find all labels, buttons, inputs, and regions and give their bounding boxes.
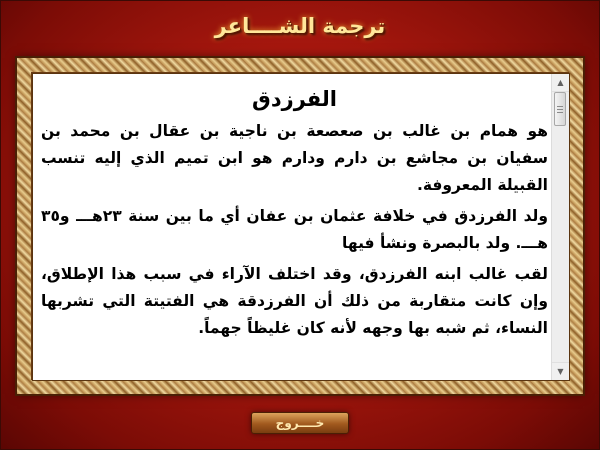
exit-button[interactable]: خــــروج [251, 412, 349, 434]
biography-paragraph-nickname: لقب غالب ابنه الفرزدق، وقد اختلف الآراء في سبب هذا الإطلاق، وإن كانت متقاربة من ذلك أن الفرزدقة هي الفتيتة التي تشربها النساء، ثم شبه بها وجهه لأنه كان غليظاً جهماً. [41, 265, 548, 337]
poet-name-heading: الفرزدق [252, 87, 337, 111]
content-panel [32, 73, 570, 381]
scroll-up-arrow-icon[interactable]: ▲ [552, 74, 569, 92]
vertical-scrollbar[interactable] [551, 74, 569, 380]
thumb-grip-line [557, 112, 563, 113]
window-title: ترجمة الشــــاعر [214, 14, 386, 38]
thumb-grip-line [557, 109, 563, 110]
biography-paragraph-lineage: هو همام بن غالب بن صعصعة بن ناجية بن عقال بن محمد بن سفيان بن مجاشع بن دارم ودارم هو ابن تميم الذي إليه تنسب القبيلة المعروفة. [41, 122, 548, 194]
thumb-grip-line [557, 106, 563, 107]
scroll-down-arrow-icon[interactable]: ▼ [552, 362, 569, 380]
biography-paragraph-birth: ولد الفرزدق في خلافة عثمان بن عفان أي ما بين سنة ٢٣هـــ و٣٥ هـــ. ولد بالبصرة ونشأ فيها [41, 207, 549, 252]
biography-scroll-area[interactable] [33, 74, 551, 380]
scroll-thumb[interactable] [554, 92, 566, 126]
